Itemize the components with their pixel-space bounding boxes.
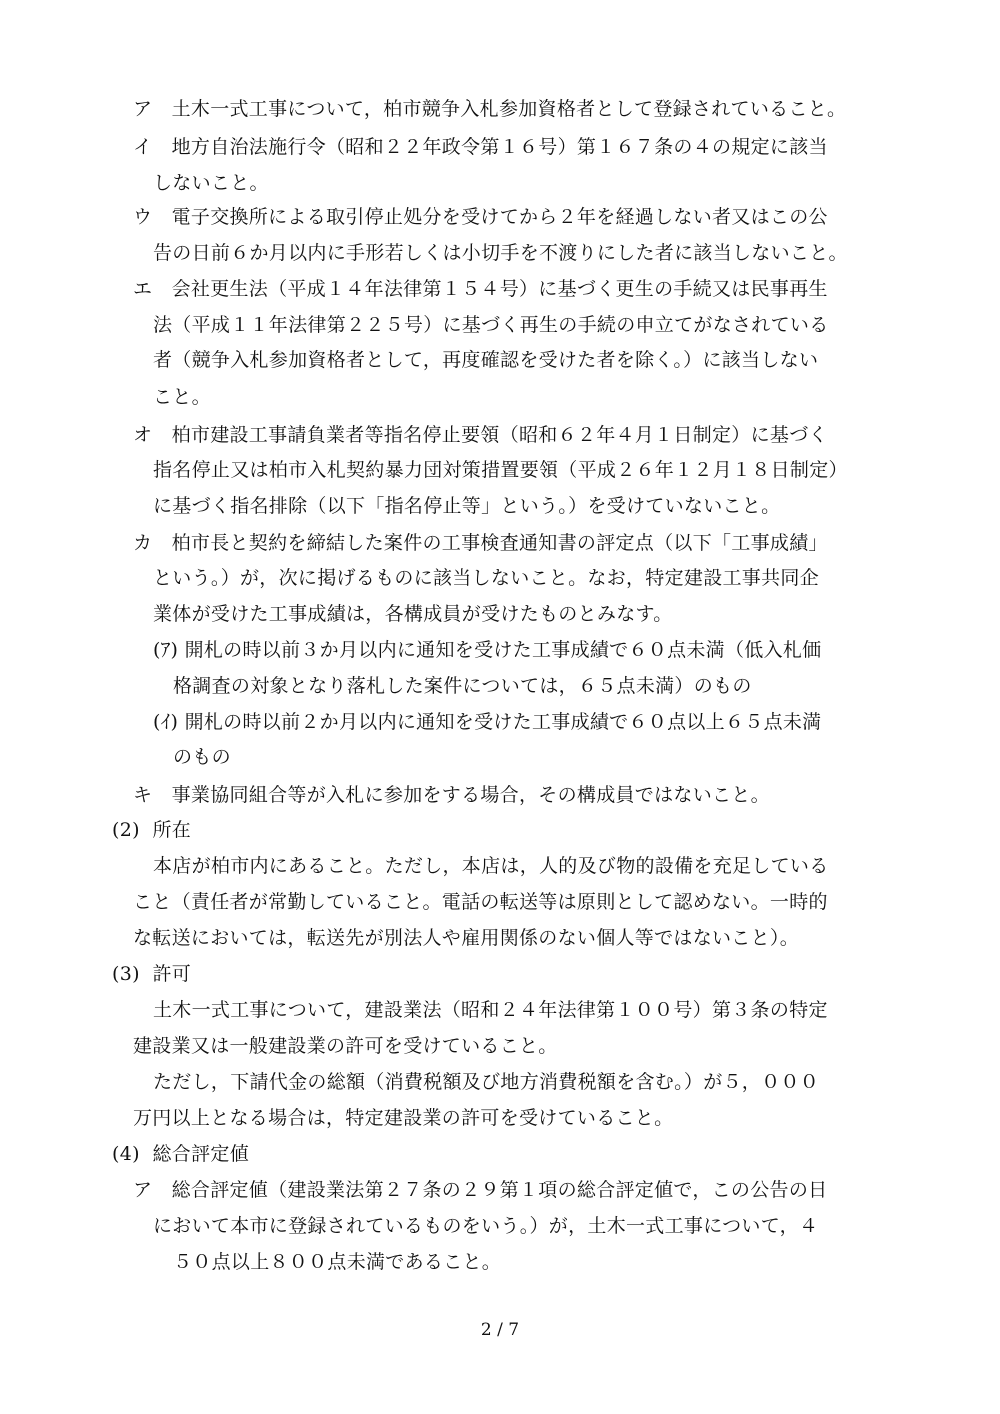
section-3-heading: (3) 許可: [112, 963, 192, 985]
section-4-item-a-line-1: ア 総合評定値（建設業法第２７条の２９第１項の総合評定値で，この公告の日: [133, 1179, 828, 1201]
section-2-line-3: な転送においては，転送先が別法人や雇用関係のない個人等ではないこと）。: [133, 927, 800, 949]
page-number: 2 / 7: [480, 1320, 520, 1340]
section-4-item-a-line-2: において本市に登録されているものをいう。）が，土木一式工事について，４: [153, 1215, 819, 1237]
item-a-line-1: ア 土木一式工事について，柏市競争入札参加資格者として登録されていること。: [133, 98, 847, 120]
item-i-line-2: しないこと。: [153, 172, 269, 194]
sub-item-a-line-2: 格調査の対象となり落札した案件については，６５点未満）のもの: [173, 675, 752, 697]
section-2-line-2: こと（責任者が常勤していること。電話の転送等は原則として認めない。一時的: [133, 891, 828, 913]
item-ka-line-3: 業体が受けた工事成績は，各構成員が受けたものとみなす。: [153, 603, 673, 625]
item-o-line-1: オ 柏市建設工事請負業者等指名停止要領（昭和６２年４月１日制定）に基づく: [133, 424, 828, 446]
item-o-line-3: に基づく指名排除（以下「指名停止等」という。）を受けていないこと。: [153, 495, 781, 517]
item-ka-line-2: という。）が，次に掲げるものに該当しないこと。なお，特定建設工事共同企: [153, 567, 820, 589]
sub-item-i-line-2: のもの: [173, 746, 231, 768]
item-i-line-1: イ 地方自治法施行令（昭和２２年政令第１６号）第１６７条の４の規定に該当: [133, 136, 828, 158]
section-2-line-1: 本店が柏市内にあること。ただし，本店は，人的及び物的設備を充足している: [153, 855, 829, 877]
item-u-line-1: ウ 電子交換所による取引停止処分を受けてから２年を経過しない者又はこの公: [133, 206, 828, 228]
section-2-heading: (2) 所在: [112, 819, 192, 841]
item-e-line-3: 者（競争入札参加資格者として，再度確認を受けた者を除く。）に該当しない: [153, 349, 819, 371]
item-o-line-2: 指名停止又は柏市入札契約暴力団対策措置要領（平成２６年１２月１８日制定）: [153, 459, 848, 481]
section-3-line-3: ただし，下請代金の総額（消費税額及び地方消費税額を含む。）が５，０００: [153, 1071, 820, 1093]
item-e-line-2: 法（平成１１年法律第２２５号）に基づく再生の手続の申立てがなされている: [153, 314, 829, 336]
section-4-heading: (4) 総合評定値: [112, 1143, 249, 1165]
item-e-line-4: こと。: [153, 386, 211, 408]
item-ki-line-1: キ 事業協同組合等が入札に参加をする場合，その構成員ではないこと。: [133, 784, 770, 806]
sub-item-i-line-1: (ｲ) 開札の時以前２か月以内に通知を受けた工事成績で６０点以上６５点未満: [153, 711, 822, 733]
sub-item-a-line-1: (ｱ) 開札の時以前３か月以内に通知を受けた工事成績で６０点未満（低入札価: [153, 639, 822, 661]
section-3-line-4: 万円以上となる場合は，特定建設業の許可を受けていること。: [133, 1107, 674, 1129]
item-e-line-1: エ 会社更生法（平成１４年法律第１５４号）に基づく更生の手続又は民事再生: [133, 278, 828, 300]
section-3-line-1: 土木一式工事について，建設業法（昭和２４年法律第１００号）第３条の特定: [153, 999, 828, 1021]
section-3-line-2: 建設業又は一般建設業の許可を受けていること。: [133, 1035, 558, 1057]
item-u-line-2: 告の日前６か月以内に手形若しくは小切手を不渡りにした者に該当しないこと。: [153, 242, 848, 264]
section-4-item-a-line-3: ５０点以上８００点未満であること。: [173, 1251, 502, 1273]
item-ka-line-1: カ 柏市長と契約を締結した案件の工事検査通知書の評定点（以下「工事成績」: [133, 532, 828, 554]
